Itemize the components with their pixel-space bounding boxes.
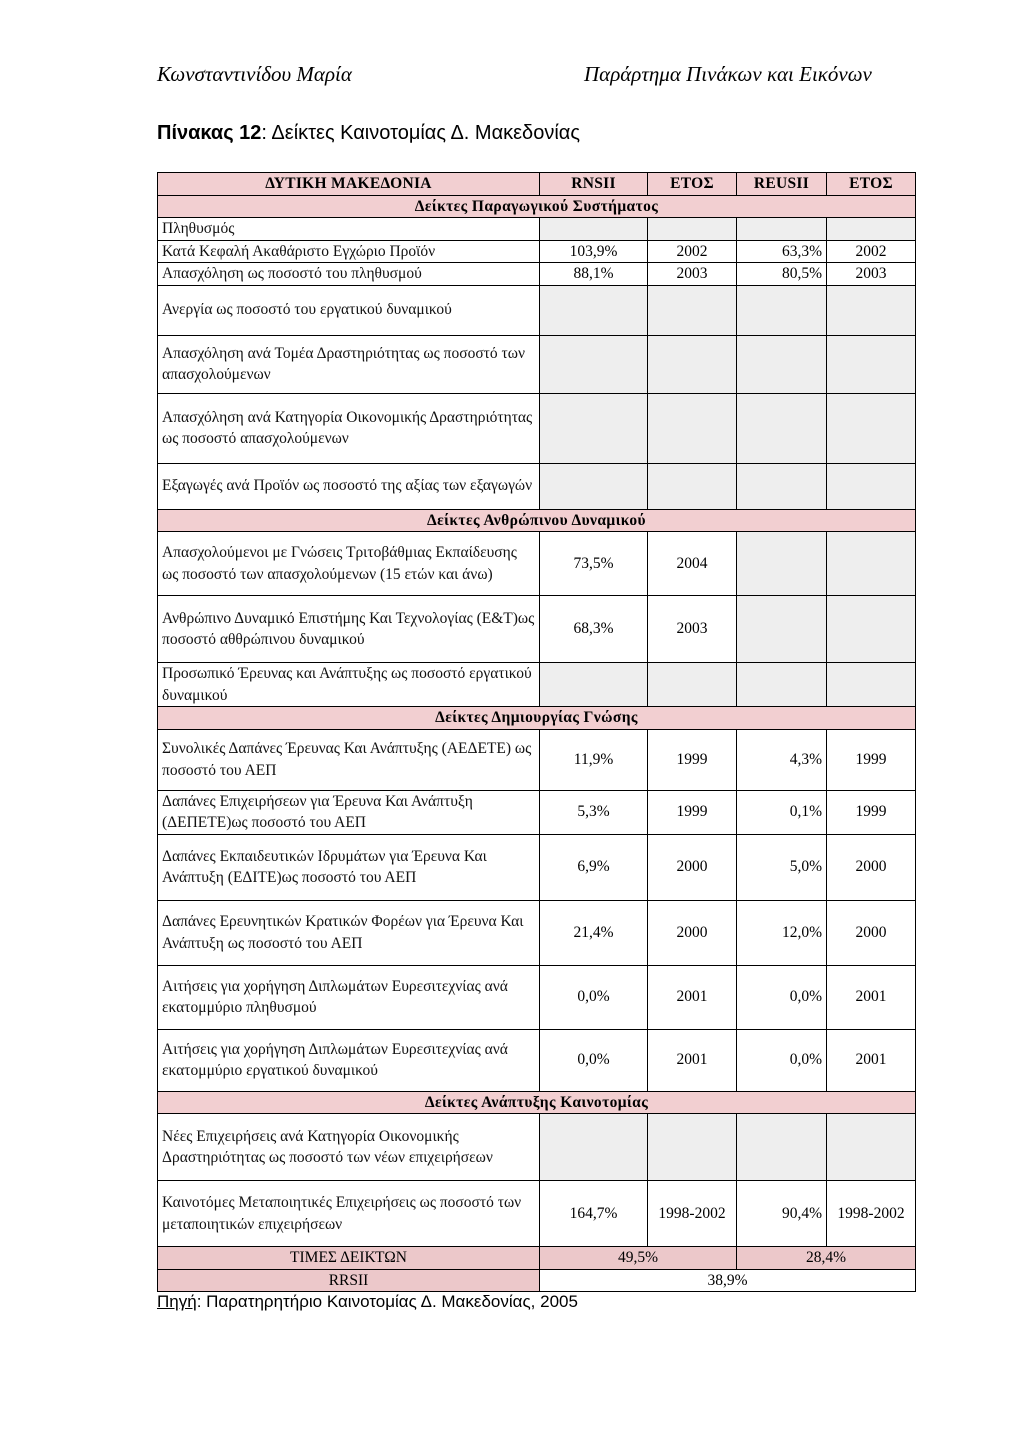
reusii-value: 90,4% [737, 1181, 827, 1247]
rnsii-value: 6,9% [540, 834, 648, 900]
table-row [158, 900, 916, 965]
indicator-label: Νέες Επιχειρήσεις ανά Κατηγορία Οικονομικής Δραστηριότητας ως ποσοστό των νέων επιχειρήσεων [158, 1114, 540, 1181]
totals-row [158, 1247, 916, 1270]
reusii-value [737, 1114, 827, 1181]
reusii-year [827, 596, 916, 663]
rnsii-value [540, 463, 648, 509]
rnsii-year: 2001 [648, 1029, 737, 1091]
rnsii-value: 68,3% [540, 596, 648, 663]
rnsii-year: 2003 [648, 263, 737, 286]
reusii-year: 2000 [827, 900, 916, 965]
table-row [158, 263, 916, 286]
rnsii-value: 164,7% [540, 1181, 648, 1247]
rnsii-year [648, 1114, 737, 1181]
reusii-year: 2000 [827, 834, 916, 900]
reusii-value [737, 596, 827, 663]
reusii-value: 12,0% [737, 900, 827, 965]
reusii-value: 0,0% [737, 965, 827, 1029]
section-row [158, 195, 916, 218]
rnsii-value: 0,0% [540, 1029, 648, 1091]
table-row [158, 240, 916, 263]
rnsii-value: 88,1% [540, 263, 648, 286]
reusii-year [827, 393, 916, 463]
rnsii-value [540, 663, 648, 707]
reusii-year: 2001 [827, 1029, 916, 1091]
reusii-year: 2001 [827, 965, 916, 1029]
rnsii-value: 21,4% [540, 900, 648, 965]
rnsii-year: 2000 [648, 900, 737, 965]
reusii-value: 0,1% [737, 790, 827, 834]
indicator-label: Απασχόληση ως ποσοστό του πληθυσμού [158, 263, 540, 286]
rnsii-year [648, 218, 737, 241]
indicator-label: Καινοτόμες Μεταποιητικές Επιχειρήσεις ως ποσοστό των μεταποιητικών επιχειρήσεων [158, 1181, 540, 1247]
column-header-region: ΔΥΤΙΚΗ ΜΑΚΕΔΟΝΙΑ [158, 173, 540, 196]
table-row [158, 532, 916, 596]
section-row [158, 707, 916, 730]
indicator-label: Προσωπικό Έρευνας και Ανάπτυξης ως ποσοστό εργατικού δυναμικού [158, 663, 540, 707]
table-row [158, 663, 916, 707]
reusii-value [737, 285, 827, 335]
caption-number: Πίνακας 12 [157, 122, 262, 144]
indicator-label: Δαπάνες Επιχειρήσεων για Έρευνα Και Ανάπτυξη (ΔΕΠΕΤΕ)ως ποσοστό του ΑΕΠ [158, 790, 540, 834]
totals-rnsii: 49,5% [540, 1247, 737, 1270]
indicator-label: Ανεργία ως ποσοστό του εργατικού δυναμικού [158, 285, 540, 335]
rnsii-value [540, 285, 648, 335]
reusii-year [827, 335, 916, 393]
section-row [158, 509, 916, 532]
section-title: Δείκτες Ανάπτυξης Καινοτομίας [158, 1091, 916, 1114]
table-row [158, 463, 916, 509]
indicator-label: Κατά Κεφαλή Ακαθάριστο Εγχώριο Προϊόν [158, 240, 540, 263]
rnsii-year: 1999 [648, 790, 737, 834]
table-row [158, 790, 916, 834]
table-row [158, 965, 916, 1029]
reusii-year: 1999 [827, 790, 916, 834]
indicator-label: Απασχόληση ανά Τομέα Δραστηριότητας ως ποσοστό των απασχολούμενων [158, 335, 540, 393]
source-label: Πηγή [157, 1292, 197, 1311]
column-header-year: ΕΤΟΣ [648, 173, 737, 196]
column-header-reusii: REUSII [737, 173, 827, 196]
reusii-value [737, 393, 827, 463]
table-row [158, 335, 916, 393]
section-title: Δείκτες Παραγωγικού Συστήματος [158, 195, 916, 218]
indicator-label: Δαπάνες Ερευνητικών Κρατικών Φορέων για Έρευνα Και Ανάπτυξη ως ποσοστό του ΑΕΠ [158, 900, 540, 965]
reusii-value: 4,3% [737, 729, 827, 790]
section-row [158, 1091, 916, 1114]
section-title: Δείκτες Ανθρώπινου Δυναμικού [158, 509, 916, 532]
totals-reusii: 28,4% [737, 1247, 916, 1270]
reusii-value: 5,0% [737, 834, 827, 900]
rnsii-year: 2004 [648, 532, 737, 596]
rnsii-year [648, 393, 737, 463]
rnsii-value: 5,3% [540, 790, 648, 834]
indicator-label: Συνολικές Δαπάνες Έρευνας Και Ανάπτυξης (ΑΕΔΕΤΕ) ως ποσοστό του ΑΕΠ [158, 729, 540, 790]
running-header-author: Κωνσταντινίδου Μαρία [157, 62, 352, 86]
indicator-label: Απασχολούμενοι με Γνώσεις Τριτοβάθμιας Εκπαίδευσης ως ποσοστό των απασχολούμενων (15 ετών και άνω) [158, 532, 540, 596]
reusii-year [827, 532, 916, 596]
rrsii-row [158, 1269, 916, 1292]
rnsii-value: 0,0% [540, 965, 648, 1029]
table-row [158, 1029, 916, 1091]
rnsii-year [648, 663, 737, 707]
table-row [158, 218, 916, 241]
reusii-value: 63,3% [737, 240, 827, 263]
table-row [158, 285, 916, 335]
indicator-label: Αιτήσεις για χορήγηση Διπλωμάτων Ευρεσιτεχνίας ανά εκατομμύριο εργατικού δυναμικού [158, 1029, 540, 1091]
table-header-row [158, 173, 916, 196]
rnsii-value [540, 218, 648, 241]
innovation-indicators-table [157, 172, 916, 1292]
reusii-year [827, 285, 916, 335]
reusii-year: 1998-2002 [827, 1181, 916, 1247]
table-caption [157, 122, 580, 145]
rnsii-year: 2002 [648, 240, 737, 263]
rnsii-value [540, 335, 648, 393]
reusii-year [827, 663, 916, 707]
table-row [158, 596, 916, 663]
table-row [158, 729, 916, 790]
table-row [158, 1181, 916, 1247]
totals-label: ΤΙΜΕΣ ΔΕΙΚΤΩΝ [158, 1247, 540, 1270]
column-header-year: ΕΤΟΣ [827, 173, 916, 196]
reusii-year [827, 463, 916, 509]
reusii-value [737, 663, 827, 707]
rnsii-year [648, 463, 737, 509]
rnsii-year: 1999 [648, 729, 737, 790]
indicator-label: Ανθρώπινο Δυναμικό Επιστήμης Και Τεχνολογίας (Ε&Τ)ως ποσοστό αθθρώπινου δυναμικού [158, 596, 540, 663]
reusii-year [827, 1114, 916, 1181]
rnsii-year: 2003 [648, 596, 737, 663]
rrsii-value: 38,9% [540, 1269, 916, 1292]
reusii-value: 0,0% [737, 1029, 827, 1091]
caption-title: : Δείκτες Καινοτομίας Δ. Μακεδονίας [261, 122, 580, 144]
indicator-label: Δαπάνες Εκπαιδευτικών Ιδρυμάτων για Έρευνα Και Ανάπτυξη (ΕΔΙΤΕ)ως ποσοστό του ΑΕΠ [158, 834, 540, 900]
running-header-section: Παράρτημα Πινάκων και Εικόνων [584, 62, 872, 86]
rnsii-year [648, 335, 737, 393]
column-header-rnsii: RNSII [540, 173, 648, 196]
table-source [157, 1292, 578, 1312]
source-text: : Παρατηρητήριο Καινοτομίας Δ. Μακεδονίας, 2005 [196, 1292, 578, 1311]
rnsii-value: 103,9% [540, 240, 648, 263]
indicator-label: Πληθυσμός [158, 218, 540, 241]
reusii-year: 2003 [827, 263, 916, 286]
rnsii-value [540, 393, 648, 463]
indicator-label: Εξαγωγές ανά Προϊόν ως ποσοστό της αξίας των εξαγωγών [158, 463, 540, 509]
rnsii-year [648, 285, 737, 335]
indicator-label: Αιτήσεις για χορήγηση Διπλωμάτων Ευρεσιτεχνίας ανά εκατομμύριο πληθυσμού [158, 965, 540, 1029]
rnsii-year: 2000 [648, 834, 737, 900]
rnsii-year: 2001 [648, 965, 737, 1029]
section-title: Δείκτες Δημιουργίας Γνώσης [158, 707, 916, 730]
rnsii-year: 1998-2002 [648, 1181, 737, 1247]
reusii-year: 1999 [827, 729, 916, 790]
table-row [158, 1114, 916, 1181]
reusii-value [737, 463, 827, 509]
rnsii-value [540, 1114, 648, 1181]
table-row [158, 834, 916, 900]
reusii-value [737, 335, 827, 393]
rnsii-value: 73,5% [540, 532, 648, 596]
rrsii-label: RRSII [158, 1269, 540, 1292]
reusii-value [737, 218, 827, 241]
reusii-value [737, 532, 827, 596]
rnsii-value: 11,9% [540, 729, 648, 790]
indicator-label: Απασχόληση ανά Κατηγορία Οικονομικής Δραστηριότητας ως ποσοστό απασχολούμενων [158, 393, 540, 463]
reusii-year [827, 218, 916, 241]
table-row [158, 393, 916, 463]
reusii-value: 80,5% [737, 263, 827, 286]
reusii-year: 2002 [827, 240, 916, 263]
